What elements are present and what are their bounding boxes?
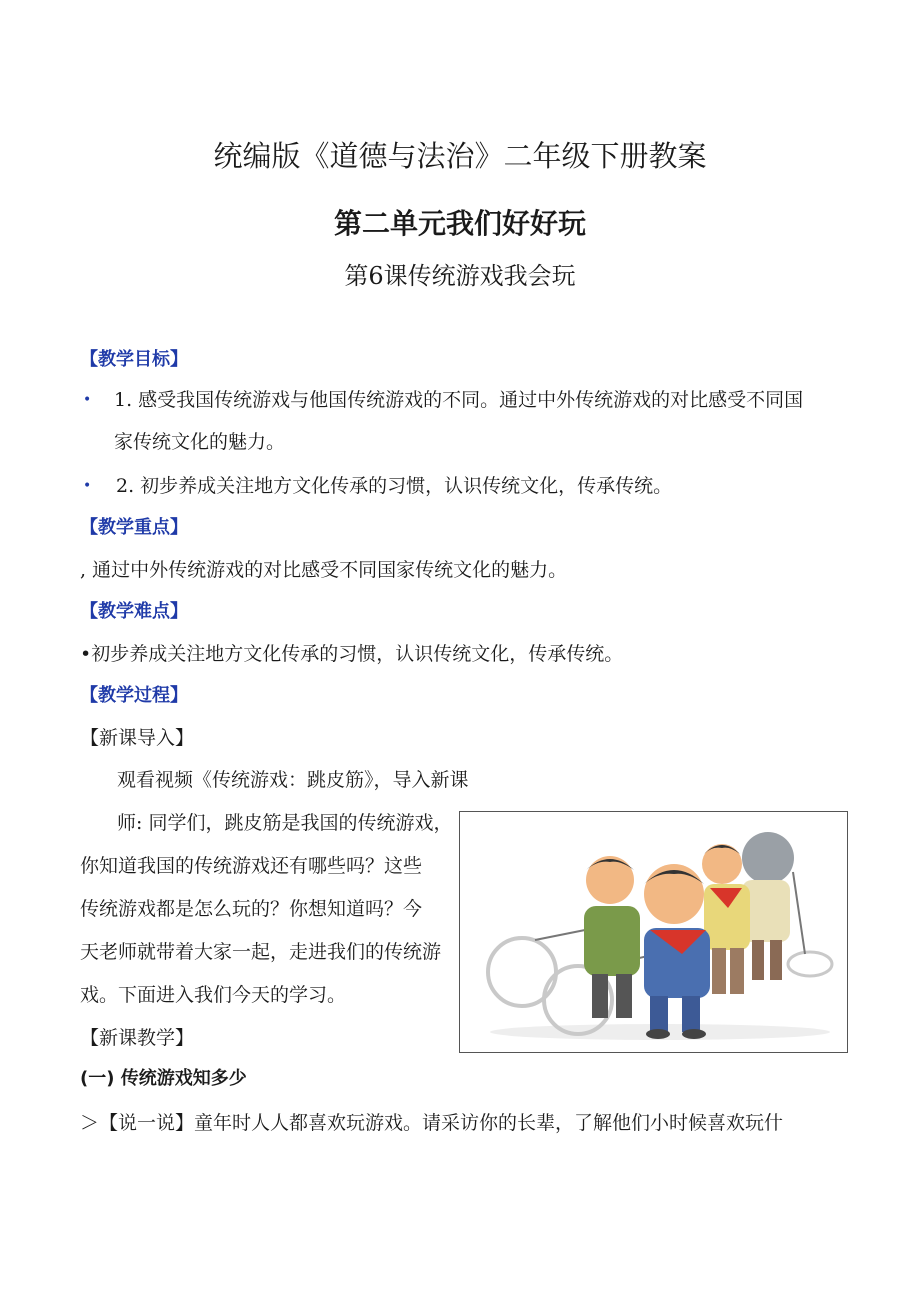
teacher-line-2: 你知道我国的传统游戏还有哪些吗？这些	[80, 855, 423, 877]
bullet-icon: •	[83, 478, 92, 494]
children-playing-image	[460, 812, 847, 1052]
hoop-rolling-illustration	[459, 811, 848, 1053]
teacher-line-1: 师: 同学们，跳皮筋是我国的传统游戏，	[117, 812, 453, 834]
objectives-heading: 【教学目标】	[80, 349, 188, 370]
teacher-line-3: 传统游戏都是怎么玩的？你想知道吗？今	[80, 898, 423, 920]
intro-line: 观看视频《传统游戏：跳皮筋》，导入新课	[117, 769, 469, 791]
section-1-heading: (一) 传统游戏知多少	[80, 1068, 247, 1089]
key-points-heading: 【教学重点】	[80, 517, 188, 538]
process-heading: 【教学过程】	[80, 685, 188, 706]
document-title: 统编版《道德与法治》二年级下册教案	[213, 139, 707, 173]
new-lesson-heading: 【新课教学】	[80, 1027, 195, 1049]
key-points-text: , 通过中外传统游戏的对比感受不同国家传统文化的魅力。	[80, 559, 568, 581]
objective-2: 2. 初步养成关注地方文化传承的习惯，认识传统文化，传承传统。	[116, 475, 673, 497]
objective-1-line-1: 1. 感受我国传统游戏与他国传统游戏的不同。通过中外传统游戏的对比感受不同国	[114, 389, 804, 411]
lesson-title: 第6课传统游戏我会玩	[344, 262, 576, 290]
intro-heading: 【新课导入】	[80, 727, 195, 749]
bullet-icon: •	[83, 392, 92, 408]
difficulties-text: •初步养成关注地方文化传承的习惯，认识传统文化，传承传统。	[80, 643, 624, 665]
difficulties-heading: 【教学难点】	[80, 601, 188, 622]
objective-1-line-2: 家传统文化的魅力。	[114, 431, 286, 453]
say-it-line: ＞【说一说】童年时人人都喜欢玩游戏。请采访你的长辈，了解他们小时候喜欢玩什	[80, 1112, 784, 1134]
teacher-line-4: 天老师就带着大家一起，走进我们的传统游	[80, 941, 442, 963]
teacher-line-5: 戏。下面进入我们今天的学习。	[80, 984, 347, 1006]
unit-title: 第二单元我们好好玩	[333, 207, 586, 240]
